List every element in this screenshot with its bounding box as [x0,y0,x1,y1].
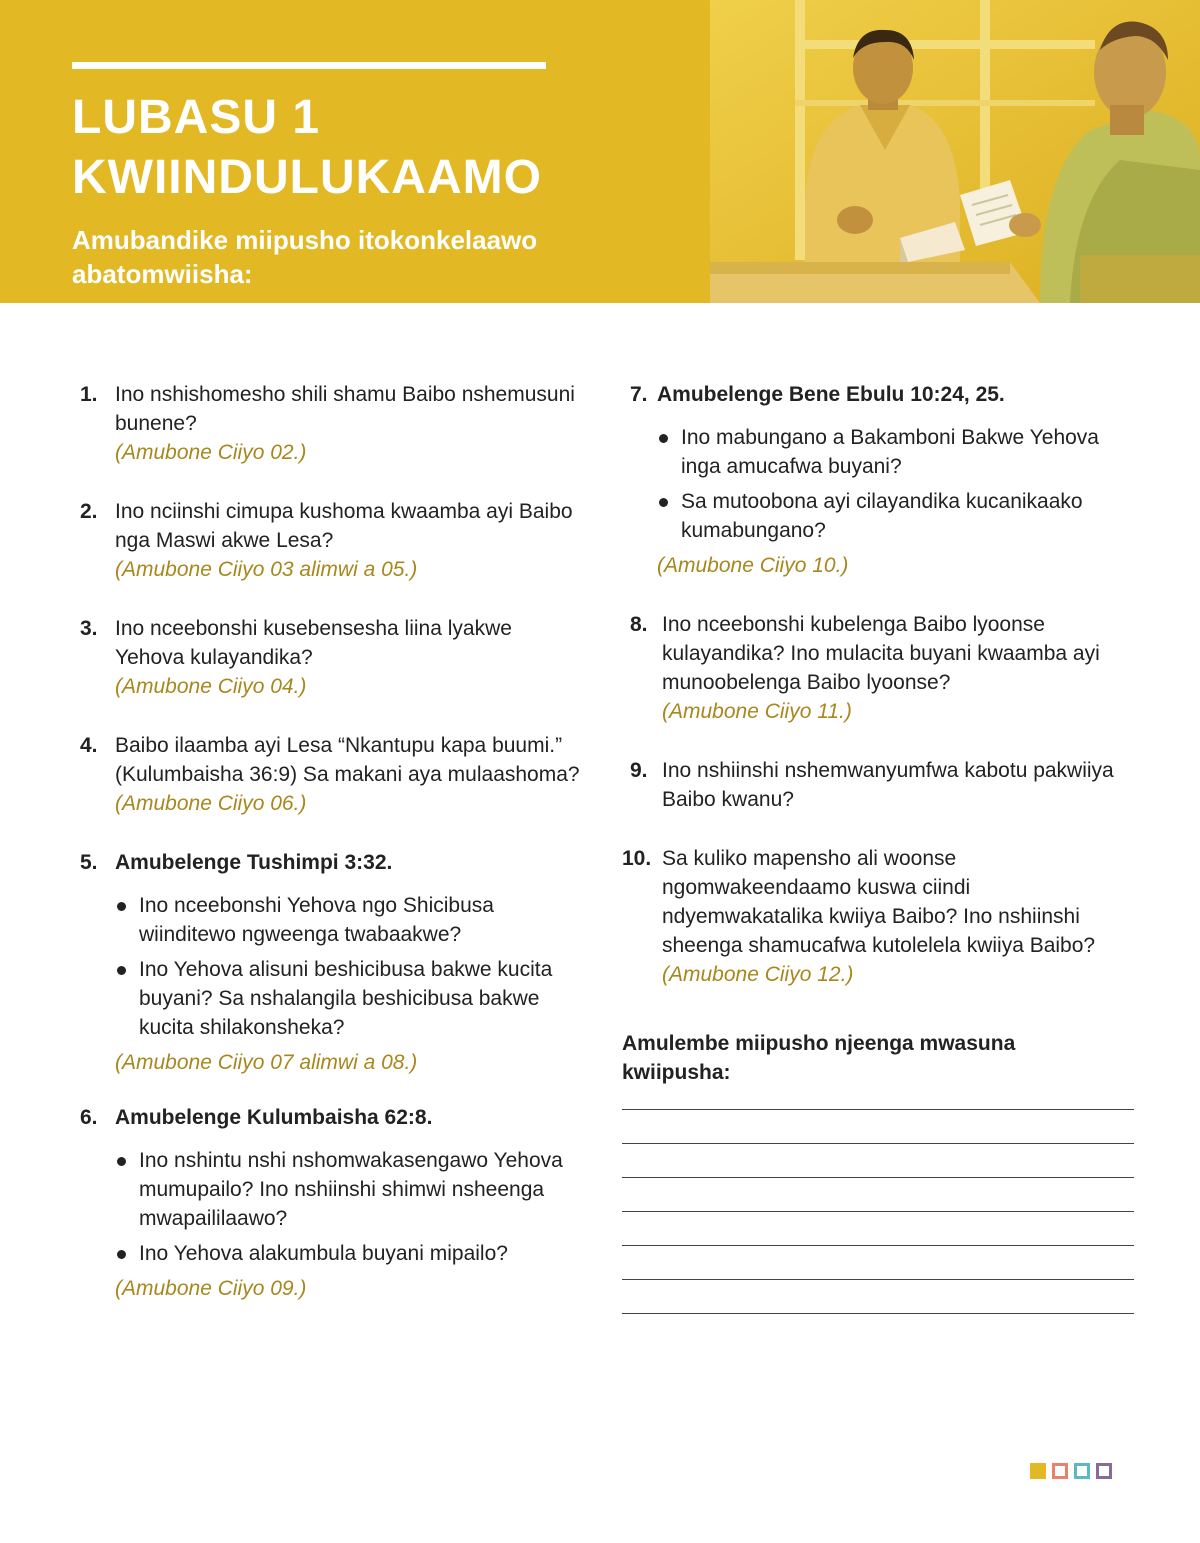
lesson-title-line1: LUBASU 1 [72,91,321,144]
question-number: 3. [80,617,98,640]
question-number: 5. [80,851,98,874]
writing-lines [622,1109,1132,1314]
question-5 [80,848,585,1077]
question-9 [622,756,1132,814]
bullet-list [115,1146,585,1268]
lesson-title [72,88,542,208]
bible-study-illustration [710,0,1200,303]
lesson-title-line2: KWIINDULUKAAMO [72,151,542,204]
header-banner [0,0,1200,303]
bullet-item [115,955,585,1042]
bullet-item [115,1146,585,1233]
question-text: Ino nshiinshi nshemwanyumfwa kabotu pakwiiya Baibo kwanu? [662,759,1114,811]
writing-line[interactable] [622,1313,1134,1314]
writing-line[interactable] [622,1109,1134,1110]
writing-line[interactable] [622,1177,1134,1178]
question-number: 2. [80,500,98,523]
bullet-item [115,1239,585,1268]
question-4 [80,731,585,818]
question-number: 7. [630,383,648,406]
question-text: Ino nshishomesho shili shamu Baibo nshemusuni bunene? [115,383,575,435]
question-text: Ino nceebonshi kusebensesha liina lyakwe Yehova kulayandika? [115,617,512,669]
question-number: 9. [630,759,648,782]
lesson-subtitle: Amubandike miipusho itokonkelaawo abatomwiisha: [72,225,538,289]
progress-square-outline-icon [1074,1463,1090,1479]
bullet-text: Sa mutoobona ayi cilayandika kucanikaako kumabungano? [681,490,1083,542]
question-number: 8. [630,613,648,636]
question-1 [80,380,585,467]
bullet-dot-icon [117,1157,126,1166]
question-number: 4. [80,734,98,757]
lesson-reference: (Amubone Ciiyo 11.) [662,700,852,723]
bullet-list [657,423,1132,545]
lesson-reference: (Amubone Ciiyo 06.) [115,792,307,815]
bullet-text: Ino mabungano a Bakamboni Bakwe Yehova inga amucafwa buyani? [681,426,1099,478]
bullet-dot-icon [117,966,126,975]
question-10 [622,844,1132,989]
question-text: Sa kuliko mapensho ali woonse ngomwakeendaamo kuswa ciindi ndyemwakatalika kwiiya Baibo? Ino nshiinshi sheenga shamucafwa kutolelela kwiiya Baibo? [662,847,1096,957]
bullet-item [657,423,1132,481]
reading-assignment: Amubelenge Kulumbaisha 62:8. [115,1106,433,1129]
lesson-reference: (Amubone Ciiyo 07 alimwi a 08.) [115,1051,418,1074]
question-8 [622,610,1132,726]
bullet-dot-icon [659,434,668,443]
bullet-dot-icon [117,902,126,911]
question-number: 10. [622,847,652,870]
bullet-dot-icon [659,498,668,507]
question-2 [80,497,585,584]
bullet-item [115,891,585,949]
bullet-text: Ino nceebonshi Yehova ngo Shicibusa wiinditewo ngweenga twabaakwe? [139,894,494,946]
bullet-text: Ino nshintu nshi nshomwakasengawo Yehova mumupailo? Ino nshiinshi shimwi nsheenga mwapaililaawo? [139,1149,563,1230]
reading-assignment: Amubelenge Bene Ebulu 10:24, 25. [657,383,1005,406]
question-text: Ino nceebonshi kubelenga Baibo lyoonse kulayandika? Ino mulacita buyani kwaamba ayi munoobelenga Baibo lyoonse? [662,613,1100,694]
bullet-text: Ino Yehova alisuni beshicibusa bakwe kucita buyani? Sa nshalangila beshicibusa bakwe kucita shilakonsheka? [139,958,553,1039]
lesson-reference: (Amubone Ciiyo 03 alimwi a 05.) [115,558,418,581]
lesson-reference: (Amubone Ciiyo 10.) [657,554,849,577]
progress-square-outline-icon [1096,1463,1112,1479]
progress-square-outline-icon [1052,1463,1068,1479]
writing-line[interactable] [622,1279,1134,1280]
question-7 [622,380,1132,580]
progress-square-filled-icon [1030,1463,1046,1479]
banner-rule [72,62,546,69]
progress-squares [1030,1463,1112,1479]
lesson-reference: (Amubone Ciiyo 12.) [662,963,854,986]
bullet-text: Ino Yehova alakumbula buyani mipailo? [139,1242,508,1265]
bullet-list [115,891,585,1042]
bullet-item [657,487,1132,545]
question-number: 6. [80,1106,98,1129]
question-6 [80,1103,585,1303]
questions-right-column [622,380,1132,1347]
lesson-reference: (Amubone Ciiyo 04.) [115,675,307,698]
lesson-reference: (Amubone Ciiyo 09.) [115,1277,307,1300]
question-text: Baibo ilaamba ayi Lesa “Nkantupu kapa buumi.” (Kulumbaisha 36:9) Sa makani aya mulaashoma? [115,734,580,786]
question-3 [80,614,585,701]
questions-left-column [80,380,585,1303]
bullet-dot-icon [117,1250,126,1259]
reading-assignment: Amubelenge Tushimpi 3:32. [115,851,393,874]
lesson-reference: (Amubone Ciiyo 02.) [115,441,307,464]
write-questions-heading: Amulembe miipusho njeenga mwasuna kwiipusha: [622,1032,1016,1084]
question-number: 1. [80,383,98,406]
question-text: Ino nciinshi cimupa kushoma kwaamba ayi Baibo nga Maswi akwe Lesa? [115,500,573,552]
writing-line[interactable] [622,1245,1134,1246]
writing-line[interactable] [622,1143,1134,1144]
writing-line[interactable] [622,1211,1134,1212]
